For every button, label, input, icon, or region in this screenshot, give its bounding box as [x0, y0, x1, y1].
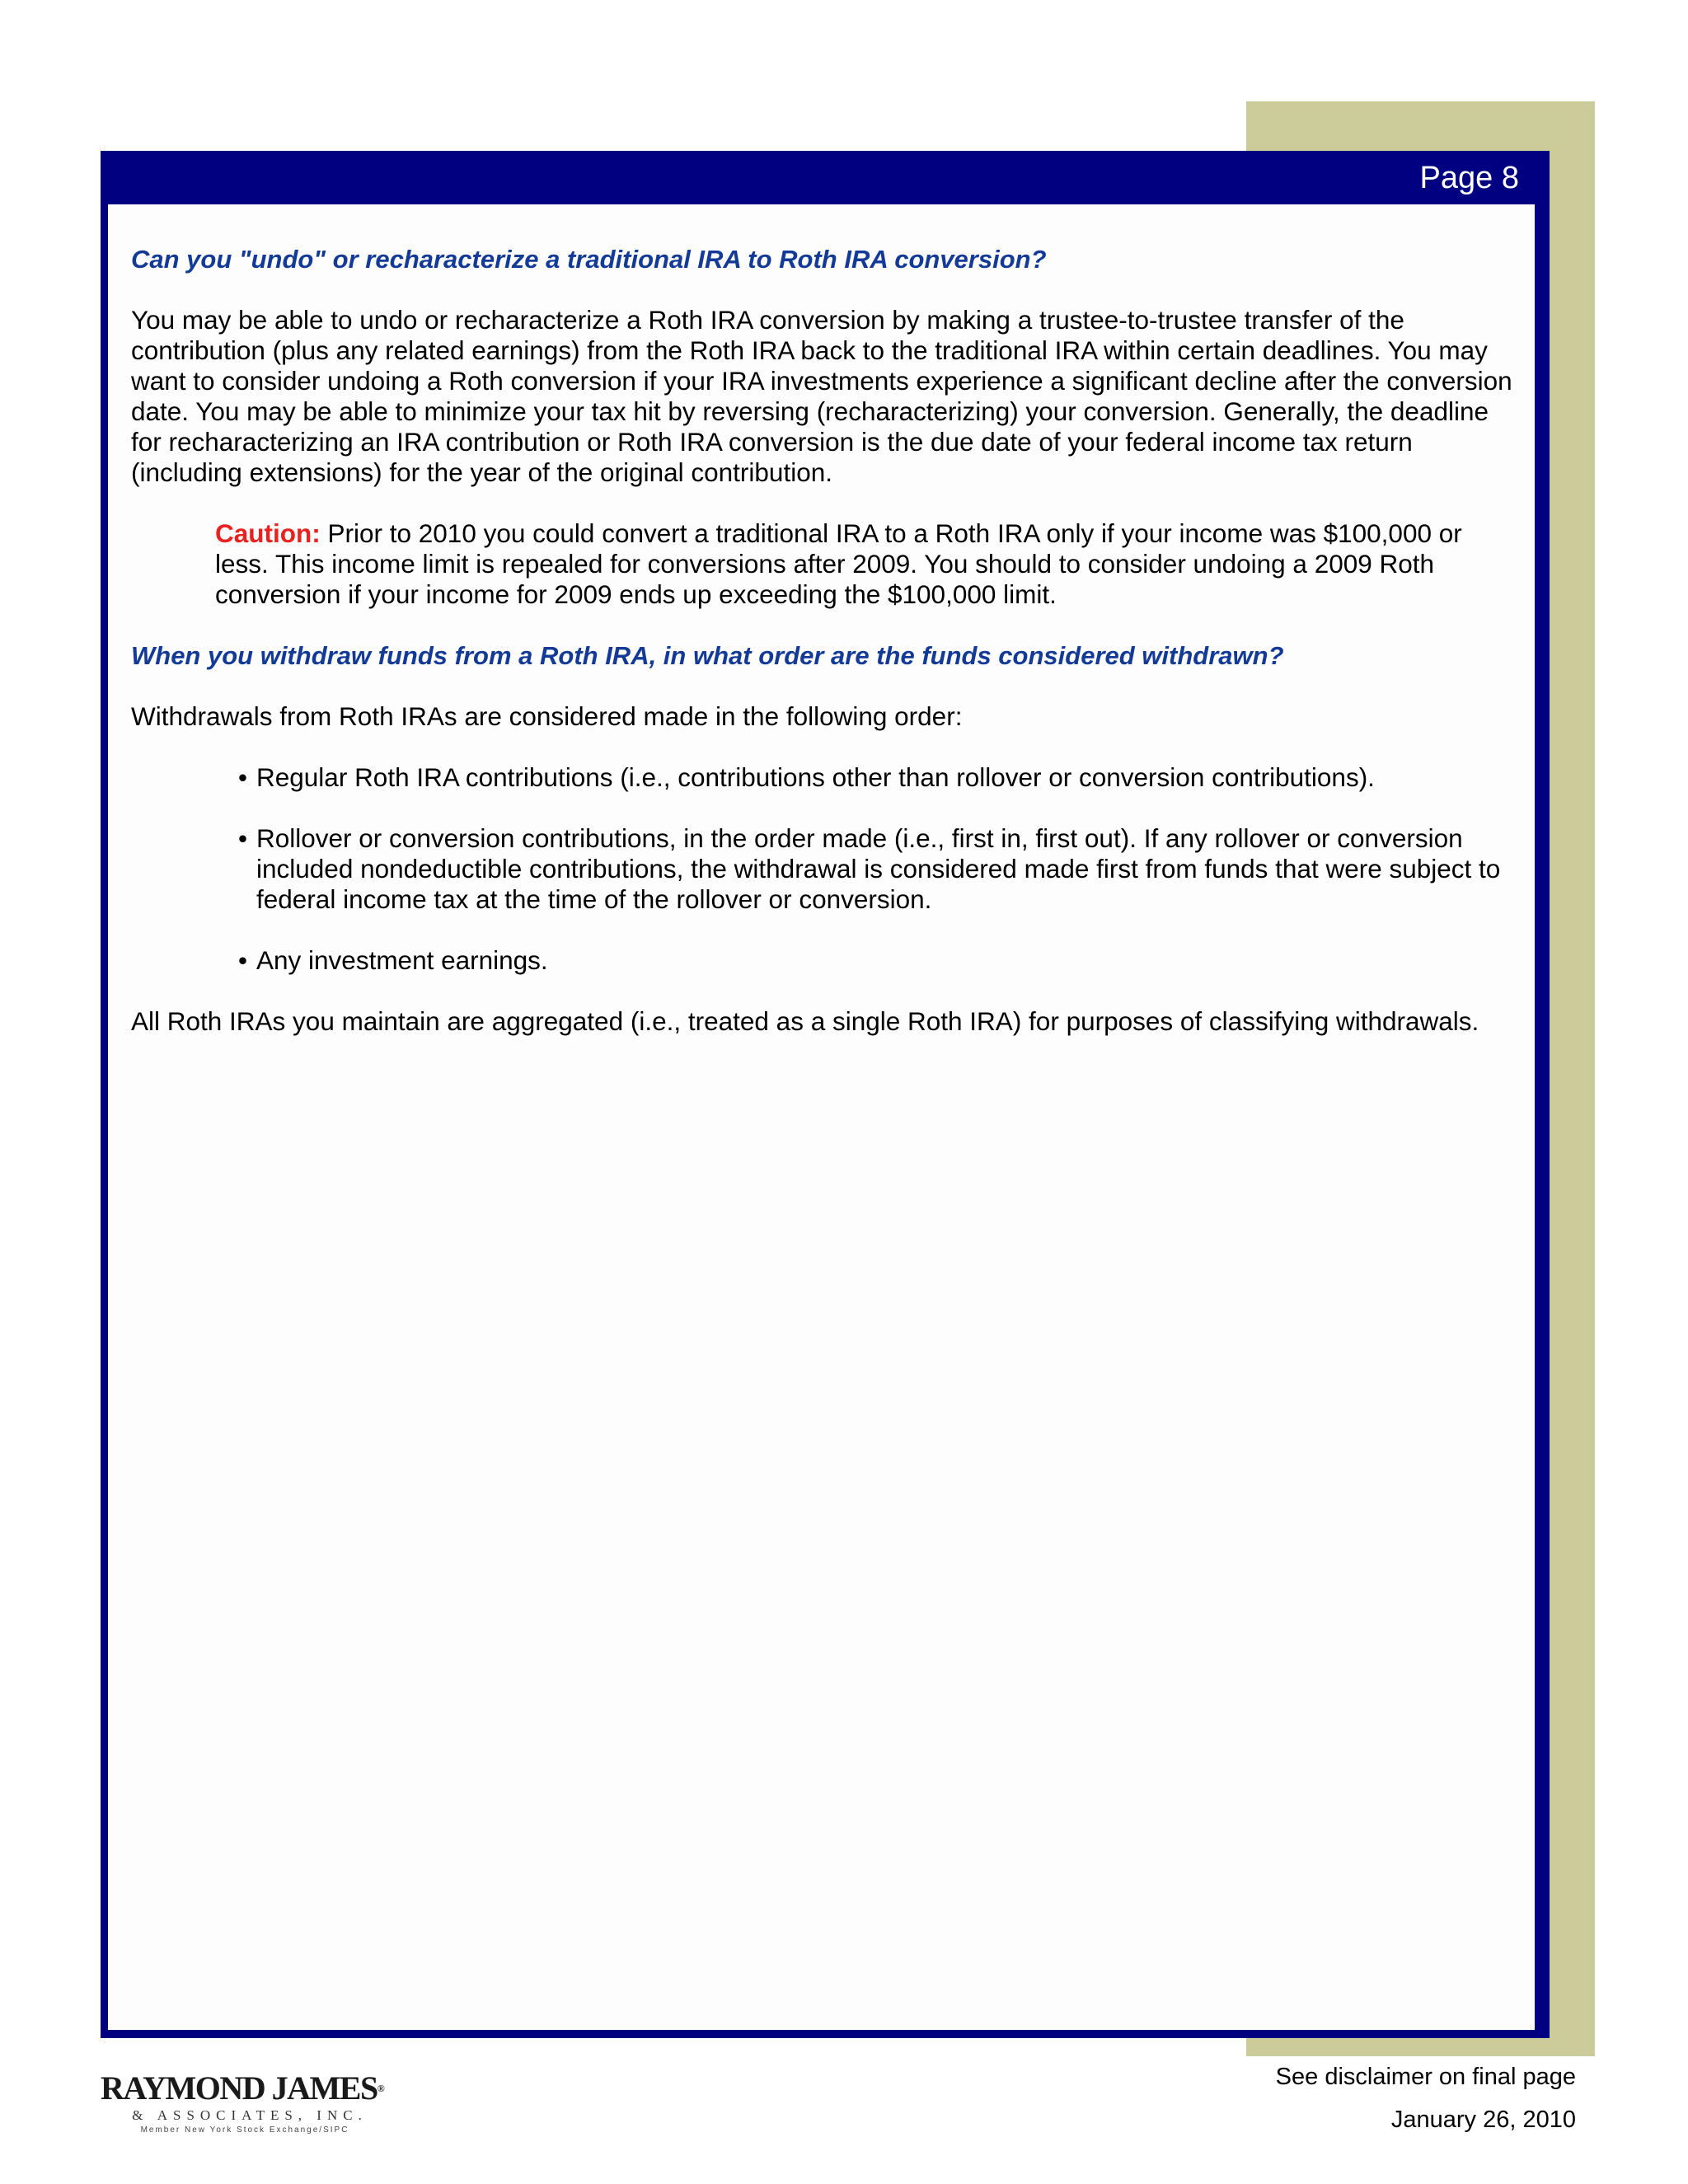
logo-subtitle: & ASSOCIATES, INC. [132, 2107, 368, 2123]
recharacterize-paragraph: You may be able to undo or recharacterize a Roth IRA conversion by making a trustee-to-trustee transfer of the contribution (plus any related earnings) from the Roth IRA back to the traditional IRA within certain deadlines. You may want to consider undoing a Roth conversion if your IRA investments experience a significant decline after the conversion date. You may be able to minimize your tax hit by reversing (recharacterizing) your conversion. Generally, the deadline for recharacterizing an IRA contribution or Roth IRA conversion is the due date of your federal income tax return (including extensions) for the year of the original contribution. [131, 305, 1512, 487]
list-item-text: Any investment earnings. [256, 945, 548, 975]
logo-wordmark [101, 2069, 385, 2107]
content-inner [131, 204, 1524, 1037]
logo-name: RAYMOND JAMES [101, 2069, 377, 2107]
page-header-bar [101, 151, 1550, 204]
document-date: January 26, 2010 [1390, 2107, 1576, 2133]
caution-label: Caution: [215, 518, 321, 548]
withdrawal-intro: Withdrawals from Roth IRAs are considered made in the following order: [131, 701, 963, 731]
list-item [238, 762, 1517, 793]
footer-info [1276, 2062, 1576, 2135]
disclaimer-note: See disclaimer on final page [1275, 2064, 1576, 2090]
logo-member-line: Member New York Stock Exchange/SIPC [140, 2125, 349, 2135]
section-heading-recharacterize: Can you "undo" or recharacterize a traditional IRA to Roth IRA conversion? [131, 245, 1047, 274]
list-item-text: Regular Roth IRA contributions (i.e., contributions other than rollover or conversion contributions). [256, 762, 1375, 792]
bullet-icon: • [238, 823, 248, 853]
page-number: Page 8 [1419, 161, 1519, 195]
page-frame [101, 151, 1550, 2038]
list-item-text: Rollover or conversion contributions, in the order made (i.e., first in, first out). If any rollover or conversion included nondeductible contributions, the withdrawal is considered made first from funds that were subject to federal income tax at the time of the rollover or conversion. [256, 823, 1501, 914]
section-heading-withdrawal-order: When you withdraw funds from a Roth IRA, in what order are the funds considered withdrawn? [131, 641, 1284, 670]
list-item [238, 945, 1517, 976]
caution-note [215, 518, 1501, 610]
bullet-icon: • [238, 762, 248, 792]
registered-mark: ® [377, 2083, 385, 2094]
raymond-james-logo [101, 2069, 385, 2136]
bullet-icon: • [238, 945, 248, 975]
caution-text: Prior to 2010 you could convert a traditional IRA to a Roth IRA only if your income was $100,000 or less. This income limit is repealed for conversions after 2009. You should to consider undoing a 2009 Roth conversion if your income for 2009 ends up exceeding the $100,000 limit. [215, 518, 1462, 609]
aggregation-paragraph: All Roth IRAs you maintain are aggregated (i.e., treated as a single Roth IRA) for purposes of classifying withdrawals. [131, 1006, 1479, 1036]
list-item [238, 823, 1517, 915]
content-area [108, 204, 1535, 2030]
